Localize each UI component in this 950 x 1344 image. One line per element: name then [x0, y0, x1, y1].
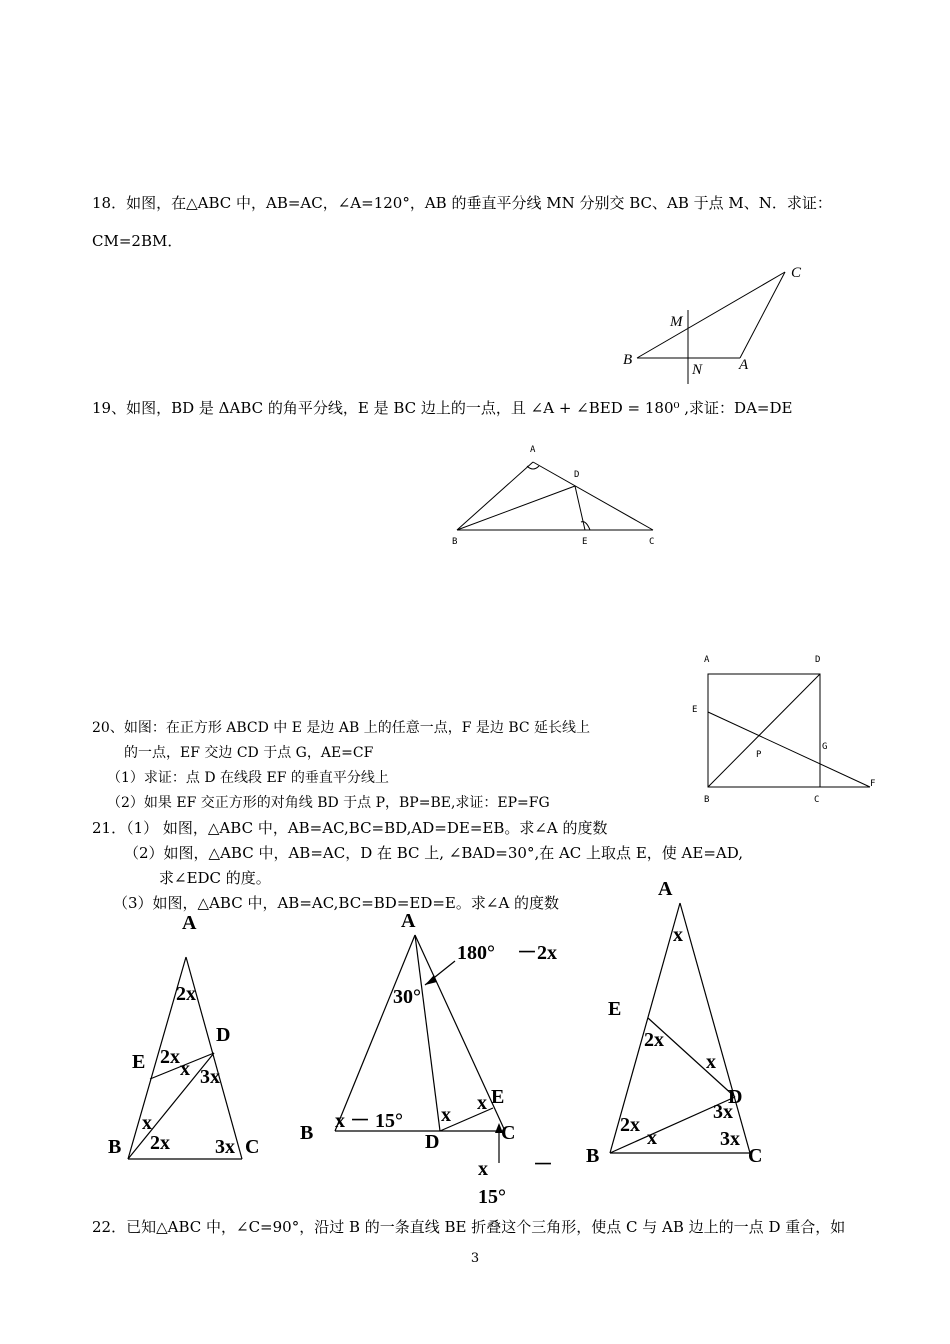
- q18-line2: CM=2BM．: [92, 232, 183, 250]
- q21-f1-x-mid: x: [180, 1058, 190, 1080]
- q19-label-B: B: [452, 537, 458, 547]
- q18-label-N: N: [692, 362, 703, 378]
- q21-f1-C: C: [245, 1136, 260, 1158]
- q21-line3: 求∠EDC 的度。: [159, 869, 271, 887]
- q21-f3-E: E: [608, 998, 622, 1020]
- page-number: 3: [470, 1251, 480, 1266]
- q21-f1-B: B: [108, 1136, 122, 1158]
- q20-label-P: P: [756, 750, 762, 760]
- q20-line2: 的一点，EF 交边 CD 于点 G，AE=CF: [124, 745, 374, 761]
- q21-figure-1: [100, 905, 280, 1165]
- q21-figure-3: [580, 870, 780, 1170]
- q21-f1-D: D: [216, 1024, 231, 1046]
- q18-label-B: B: [623, 352, 633, 368]
- q21-f2-bottom-left: x － 15°: [335, 1110, 403, 1132]
- q20-line1: 20、如图：在正方形 ABCD 中 E 是边 AB 上的任意一点，F 是边 BC 延长线上: [92, 720, 591, 736]
- q18-label-A: A: [739, 357, 749, 373]
- q20-line3: （1）求证：点 D 在线段 EF 的垂直平分线上: [107, 770, 389, 786]
- q21-f2-x-below: x: [478, 1158, 488, 1180]
- q21-f3-x-a: x: [673, 924, 683, 946]
- q21-f2-15: 15°: [478, 1186, 506, 1208]
- q18-label-M: M: [670, 314, 683, 330]
- q20-label-F: F: [870, 779, 876, 789]
- q21-f1-2x-b: 2x: [150, 1132, 170, 1154]
- q19-label-E: E: [582, 537, 588, 547]
- q21-f3-3x-d: 3x: [713, 1101, 733, 1123]
- q21-line1: 21．（1） 如图，△ABC 中，AB=AC,BC=BD,AD=DE=EB。求∠A 的度数: [92, 819, 608, 837]
- q20-label-D: D: [815, 655, 821, 665]
- q21-f3-2x-e: 2x: [644, 1029, 664, 1051]
- q19-label-C: C: [649, 537, 655, 547]
- q21-f3-2x-b: 2x: [620, 1114, 640, 1136]
- q21-f1-x-b: x: [142, 1112, 152, 1134]
- q20-label-B: B: [704, 795, 710, 805]
- q19-figure: [445, 440, 665, 550]
- q20-line4: （2）如果 EF 交正方形的对角线 BD 于点 P，BP=BE,求证：EP=FG: [107, 795, 550, 811]
- q21-f1-3x-c: 3x: [215, 1136, 235, 1158]
- q21-f3-A: A: [658, 878, 673, 900]
- q21-f2-A: A: [401, 910, 416, 932]
- q21-f1-E: E: [132, 1051, 146, 1073]
- q20-figure: [690, 650, 890, 810]
- q19-line1: 19、如图，BD 是 ΔABC 的角平分线，E 是 BC 边上的一点，且 ∠A + ∠BED = 180⁰ ,求证：DA=DE: [92, 399, 793, 417]
- q21-f1-2x-mid: 2x: [160, 1046, 180, 1068]
- q21-f2-x-d: x: [441, 1104, 451, 1126]
- q18-label-C: C: [791, 265, 802, 281]
- q21-f2-minus-2x: －2x: [517, 942, 557, 964]
- q18-line1: 18．如图，在△ABC 中，AB=AC，∠A=120°，AB 的垂直平分线 MN 分别交 BC、AB 于点 M、N．求证：: [92, 194, 832, 212]
- q21-f3-B: B: [586, 1145, 600, 1167]
- q21-f2-E: E: [491, 1086, 505, 1108]
- q21-f1-2x-top: 2x: [176, 983, 196, 1005]
- q21-f3-x-b: x: [647, 1127, 657, 1149]
- q21-f3-D: D: [728, 1086, 743, 1108]
- q21-f3-3x-c: 3x: [720, 1128, 740, 1150]
- q21-line4: （3）如图，△ABC 中，AB=AC,BC=BD=ED=E。求∠A 的度数: [113, 894, 560, 912]
- q18-figure: [615, 260, 815, 385]
- q20-label-E: E: [692, 705, 698, 715]
- q20-label-G: G: [822, 742, 828, 752]
- q22-line1: 22．已知△ABC 中，∠C=90°，沿过 B 的一条直线 BE 折叠这个三角形，使点 C 与 AB 边上的一点 D 重合，如: [92, 1218, 846, 1236]
- q21-f2-D: D: [425, 1131, 440, 1153]
- q21-f2-30: 30°: [393, 986, 421, 1008]
- q21-f2-minus-below: －: [533, 1154, 553, 1176]
- q21-f1-3x-mid: 3x: [200, 1066, 220, 1088]
- q21-f3-x-ed: x: [706, 1051, 716, 1073]
- q19-label-A: A: [530, 445, 536, 455]
- q20-label-A: A: [704, 655, 710, 665]
- q21-f3-C: C: [748, 1145, 763, 1167]
- q19-label-D: D: [574, 470, 580, 480]
- q21-f2-B: B: [300, 1122, 314, 1144]
- q21-f2-x-e: x: [477, 1092, 487, 1114]
- q21-f2-180: 180°: [457, 942, 495, 964]
- q21-figure-2: [295, 905, 585, 1208]
- q20-label-C: C: [814, 795, 820, 805]
- q21-line2: （2）如图，△ABC 中，AB=AC，D 在 BC 上, ∠BAD=30°,在 AC 上取点 E，使 AE=AD,: [124, 844, 743, 862]
- q21-f2-C: C: [501, 1122, 516, 1144]
- q21-f1-A: A: [182, 912, 197, 934]
